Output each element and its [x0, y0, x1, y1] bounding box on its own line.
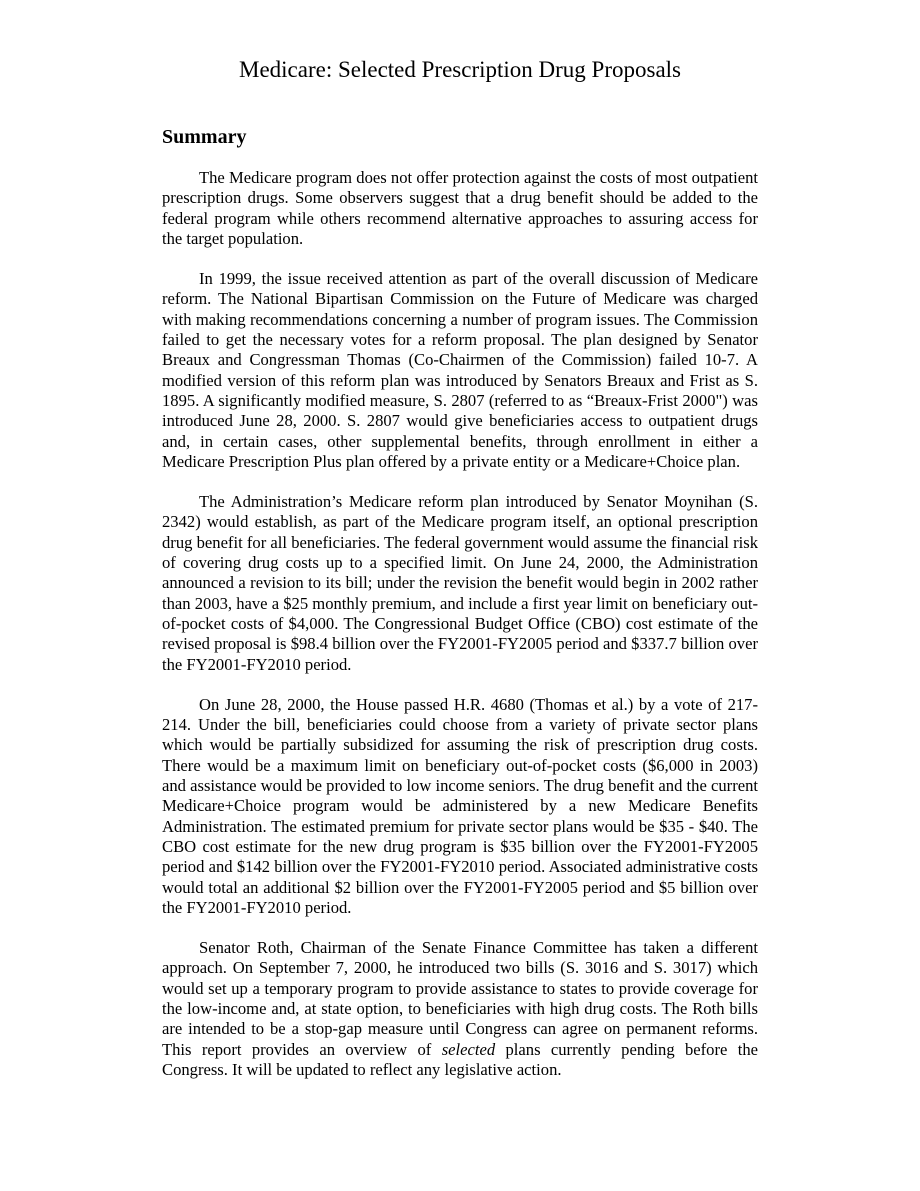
paragraph-5-text-before: Senator Roth, Chairman of the Senate Finance Committee has taken a different approach. On September 7, 2000, he introduced two bills (S. 3016 and S. 3017) which would set up a temporary program to provide assistance to states to provide coverage for the low-income and, at state option, to beneficiaries with high drug costs. The Roth bills are intended to be a stop-gap measure until Congress can agree on permanent reforms. This report provides an overview of: [162, 938, 758, 1059]
summary-paragraph-3: The Administration’s Medicare reform plan introduced by Senator Moynihan (S. 2342) would establish, as part of the Medicare program itself, an optional prescription drug benefit for all beneficiaries. The federal government would assume the financial risk of covering drug costs up to a specified limit. On June 24, 2000, the Administration announced a revision to its bill; under the revision the benefit would begin in 2002 rather than 2003, have a $25 monthly premium, and include a first year limit on beneficiary out-of-pocket costs of $4,000. The Congressional Budget Office (CBO) cost estimate of the revised proposal is $98.4 billion over the FY2001-FY2005 period and $337.7 billion over the FY2001-FY2010 period.: [162, 492, 758, 674]
summary-paragraph-5: [162, 938, 758, 1080]
summary-paragraph-4: On June 28, 2000, the House passed H.R. 4680 (Thomas et al.) by a vote of 217-214. Under the bill, beneficiaries could choose from a variety of private sector plans which would be partially subsidized for assuming the risk of prescription drug costs. There would be a maximum limit on beneficiary out-of-pocket costs ($6,000 in 2003) and assistance would be provided to low income seniors. The drug benefit and the current Medicare+Choice program would be administered by a new Medicare Benefits Administration. The estimated premium for private sector plans would be $35 - $40. The CBO cost estimate for the new drug program is $35 billion over the FY2001-FY2005 period and $142 billion over the FY2001-FY2010 period. Associated administrative costs would total an additional $2 billion over the FY2001-FY2005 period and $5 billion over the FY2001-FY2010 period.: [162, 694, 758, 917]
summary-body: [162, 168, 758, 1080]
paragraph-5-emphasis: selected: [441, 1039, 496, 1059]
section-heading-summary: Summary: [162, 126, 247, 148]
summary-paragraph-1: The Medicare program does not offer protection against the costs of most outpatient prescription drugs. Some observers suggest that a drug benefit should be added to the federal program while others recommend alternative approaches to assuring access for the target population.: [162, 168, 758, 248]
document-title: Medicare: Selected Prescription Drug Proposals: [239, 57, 681, 82]
summary-paragraph-2: In 1999, the issue received attention as part of the overall discussion of Medicare reform. The National Bipartisan Commission on the Future of Medicare was charged with making recommendations concerning a number of program issues. The Commission failed to get the necessary votes for a reform proposal. The plan designed by Senator Breaux and Congressman Thomas (Co-Chairmen of the Commission) failed 10-7. A modified version of this reform plan was introduced by Senators Breaux and Frist as S. 1895. A significantly modified measure, S. 2807 (referred to as “Breaux-Frist 2000") was introduced June 28, 2000. S. 2807 would give beneficiaries access to outpatient drugs and, in certain cases, other supplemental benefits, through enrollment in either a Medicare Prescription Plus plan offered by a private entity or a Medicare+Choice plan.: [162, 269, 758, 471]
paragraph-5-text-after: plans currently pending before the Congress. It will be updated to reflect any legislative action.: [162, 1039, 758, 1079]
